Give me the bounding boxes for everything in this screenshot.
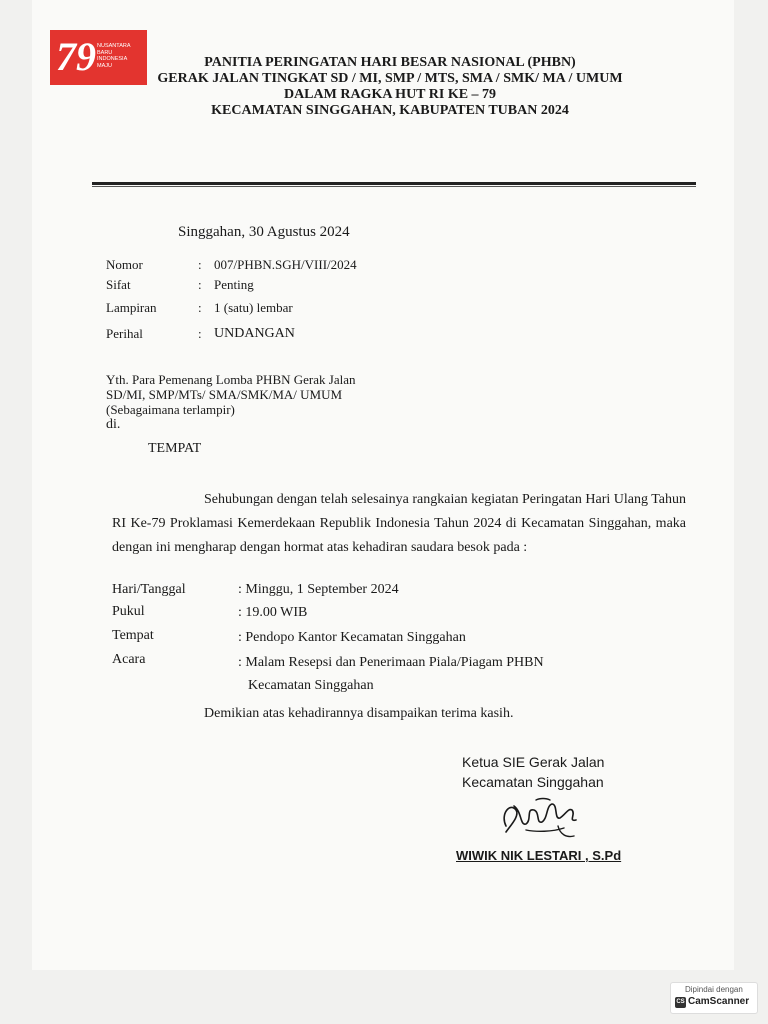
hut-ri-79-logo (50, 30, 147, 85)
letterhead-line-2: GERAK JALAN TINGKAT SD / MI, SMP / MTS, SMA / SMK/ MA / UMUM (157, 71, 623, 86)
meta-value: 1 (satu) lembar (214, 300, 293, 315)
letterhead-line-3: DALAM RAGKA HUT RI KE – 79 (283, 87, 497, 102)
letter-date: Singgahan, 30 Agustus 2024 (178, 224, 350, 240)
letterhead-divider-thin (92, 186, 696, 187)
recipient-line: (Sebagaimana terlampir) (106, 402, 235, 417)
document-page (32, 0, 734, 970)
schedule-value: : Malam Resepsi dan Penerimaan Piala/Piagam PHBN (238, 655, 544, 670)
logo-line: MAJU (97, 62, 112, 69)
body-paragraph: Sehubungan dengan telah selesainya rangkaian kegiatan Peringatan Hari Ulang Tahun RI Ke-79 Proklamasi Kemerdekaan Republik Indonesia Tahun 2024 di Kecamatan Singgahan, maka dengan ini mengharap dengan hormat atas kehadiran saudara besok pada : (112, 492, 686, 555)
signatory-office: Kecamatan Singgahan (462, 774, 604, 790)
letterhead (150, 55, 630, 119)
recipient-line: Yth. Para Pemenang Lomba PHBN Gerak Jalan (106, 372, 356, 387)
schedule-label: Acara (112, 652, 146, 667)
meta-value: UNDANGAN (214, 326, 295, 341)
meta-value: Penting (214, 277, 254, 292)
letterhead-divider (92, 182, 696, 185)
meta-colon: : (198, 326, 202, 341)
meta-colon: : (198, 300, 202, 315)
meta-colon: : (198, 277, 202, 292)
logo-line: BARU (97, 49, 113, 56)
meta-colon: : (198, 257, 202, 272)
meta-label: Nomor (106, 257, 143, 272)
meta-label: Perihal (106, 326, 143, 341)
signatory-block (462, 752, 604, 792)
camscanner-watermark (670, 982, 758, 1014)
schedule-label: Hari/Tanggal (112, 582, 186, 597)
logo-number: 79 (56, 34, 96, 79)
recipient-line: di. (106, 417, 121, 432)
meta-label: Lampiran (106, 300, 157, 315)
signatory-role: Ketua SIE Gerak Jalan (462, 754, 605, 770)
camscanner-icon: CS (675, 997, 686, 1008)
recipient-line: SD/MI, SMP/MTs/ SMA/SMK/MA/ UMUM (106, 387, 343, 402)
handwritten-signature (496, 796, 586, 844)
watermark-caption: Dipindai dengan (685, 985, 743, 994)
watermark-brand: CamScanner (688, 996, 750, 1007)
schedule-value-continued: Kecamatan Singgahan (248, 678, 374, 693)
schedule-value: : 19.00 WIB (238, 605, 308, 620)
recipient-place: TEMPAT (148, 441, 202, 456)
logo-text (97, 43, 131, 69)
recipient-address (106, 372, 355, 432)
logo-line: NUSANTARA (97, 43, 131, 49)
logo-line: INDONESIA (97, 56, 128, 62)
schedule-value: : Pendopo Kantor Kecamatan Singgahan (238, 630, 466, 645)
letterhead-line-4: KECAMATAN SINGGAHAN, KABUPATEN TUBAN 2024 (211, 103, 569, 118)
meta-value: 007/PHBN.SGH/VIII/2024 (214, 257, 357, 272)
closing-sentence: Demikian atas kehadirannya disampaikan terima kasih. (204, 706, 514, 721)
schedule-label: Pukul (112, 604, 145, 619)
signatory-name: WIWIK NIK LESTARI , S.Pd (456, 848, 622, 863)
schedule-value: : Minggu, 1 September 2024 (238, 582, 399, 597)
letterhead-line-1: PANITIA PERINGATAN HARI BESAR NASIONAL (PHBN) (204, 55, 576, 70)
schedule-label: Tempat (112, 628, 154, 643)
meta-label: Sifat (106, 277, 131, 292)
